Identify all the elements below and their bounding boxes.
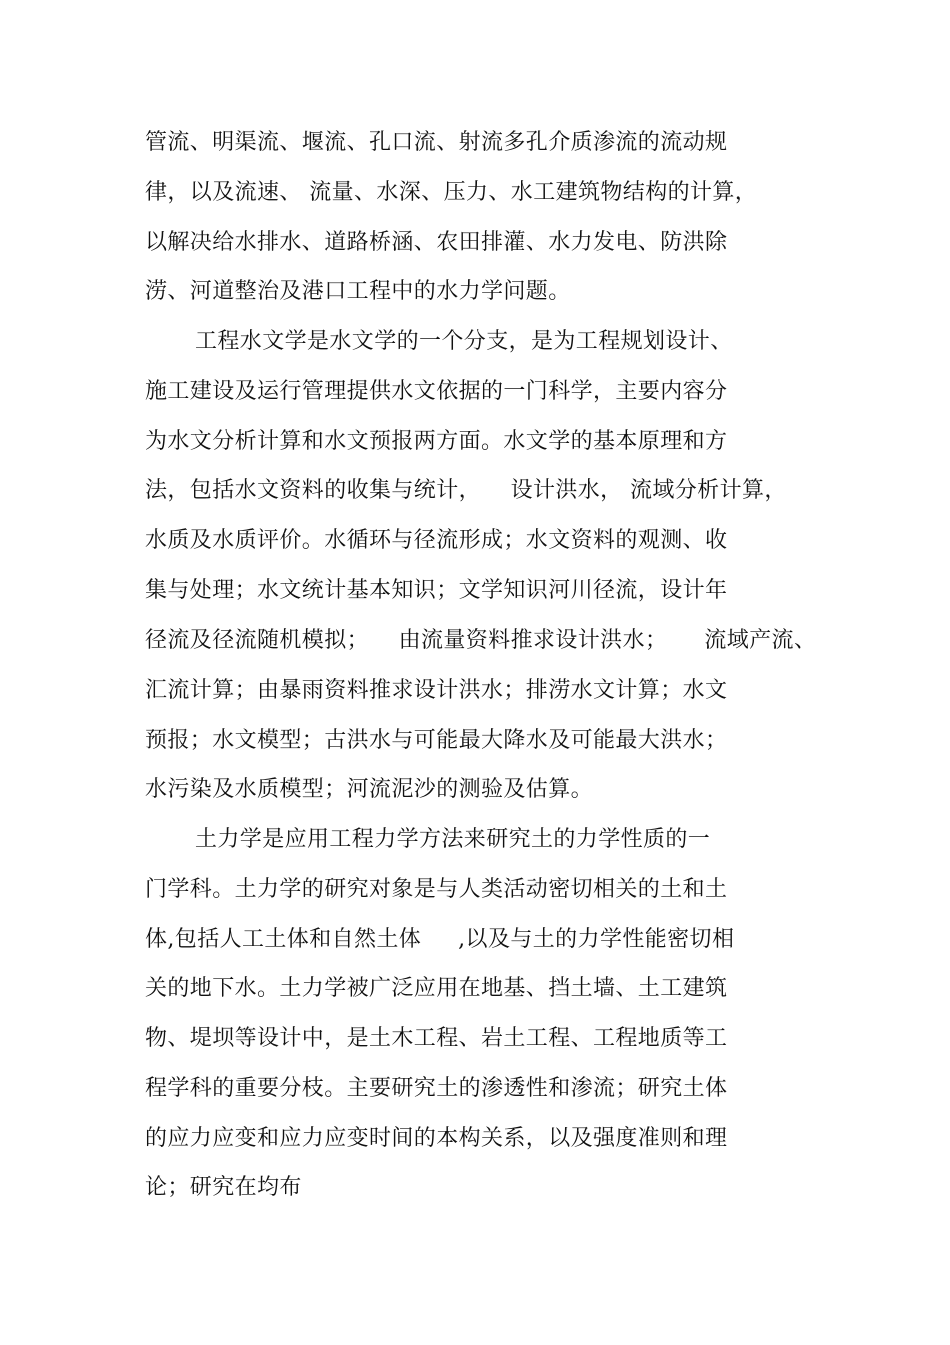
text-line: 径流及径流随机模拟； 由流量资料推求设计洪水； 流域产流、 — [145, 628, 817, 653]
text-line: 体,包括人工土体和自然土体 ,以及与土的力学性能密切相 — [145, 927, 735, 952]
text-line: 水污染及水质模型；河流泥沙的测验及估算。 — [145, 777, 594, 802]
text-line: 水质及水质评价。水循环与径流形成；水文资料的观测、收 — [145, 528, 728, 553]
text-line: 涝、河道整治及港口工程中的水力学问题。 — [145, 279, 571, 304]
text-line: 关的地下水。土力学被广泛应用在地基、挡土墙、土工建筑 — [145, 976, 728, 1001]
text-line: 物、堤坝等设计中，是土木工程、岩土工程、工程地质等工 — [145, 1026, 728, 1051]
text-line: 土力学是应用工程力学方法来研究土的力学性质的一 — [195, 827, 711, 852]
text-line: 预报；水文模型；古洪水与可能最大降水及可能最大洪水； — [145, 728, 728, 753]
text-line: 论；研究在均布 — [145, 1175, 302, 1200]
text-line: 汇流计算；由暴雨资料推求设计洪水；排涝水文计算；水文 — [145, 678, 728, 703]
text-line: 程学科的重要分枝。主要研究土的渗透性和渗流；研究土体 — [145, 1076, 728, 1101]
text-line: 法，包括水文资料的收集与统计， 设计洪水， 流域分析计算， — [145, 478, 787, 503]
text-line: 为水文分析计算和水文预报两方面。水文学的基本原理和方 — [145, 429, 728, 454]
text-line: 工程水文学是水文学的一个分支，是为工程规划设计、 — [195, 329, 733, 354]
text-line: 集与处理；水文统计基本知识；文学知识河川径流，设计年 — [145, 578, 728, 603]
text-line: 律，以及流速、 流量、水深、压力、水工建筑物结构的计算， — [145, 180, 758, 205]
text-line: 的应力应变和应力应变时间的本构关系，以及强度准则和理 — [145, 1126, 728, 1151]
text-line: 施工建设及运行管理提供水文依据的一门科学，主要内容分 — [145, 379, 728, 404]
text-line: 以解决给水排水、道路桥涵、农田排灌、水力发电、防洪除 — [145, 230, 728, 255]
text-line: 管流、明渠流、堰流、孔口流、射流多孔介质渗流的流动规 — [145, 130, 728, 155]
text-line: 门学科。土力学的研究对象是与人类活动密切相关的土和土 — [145, 877, 728, 902]
